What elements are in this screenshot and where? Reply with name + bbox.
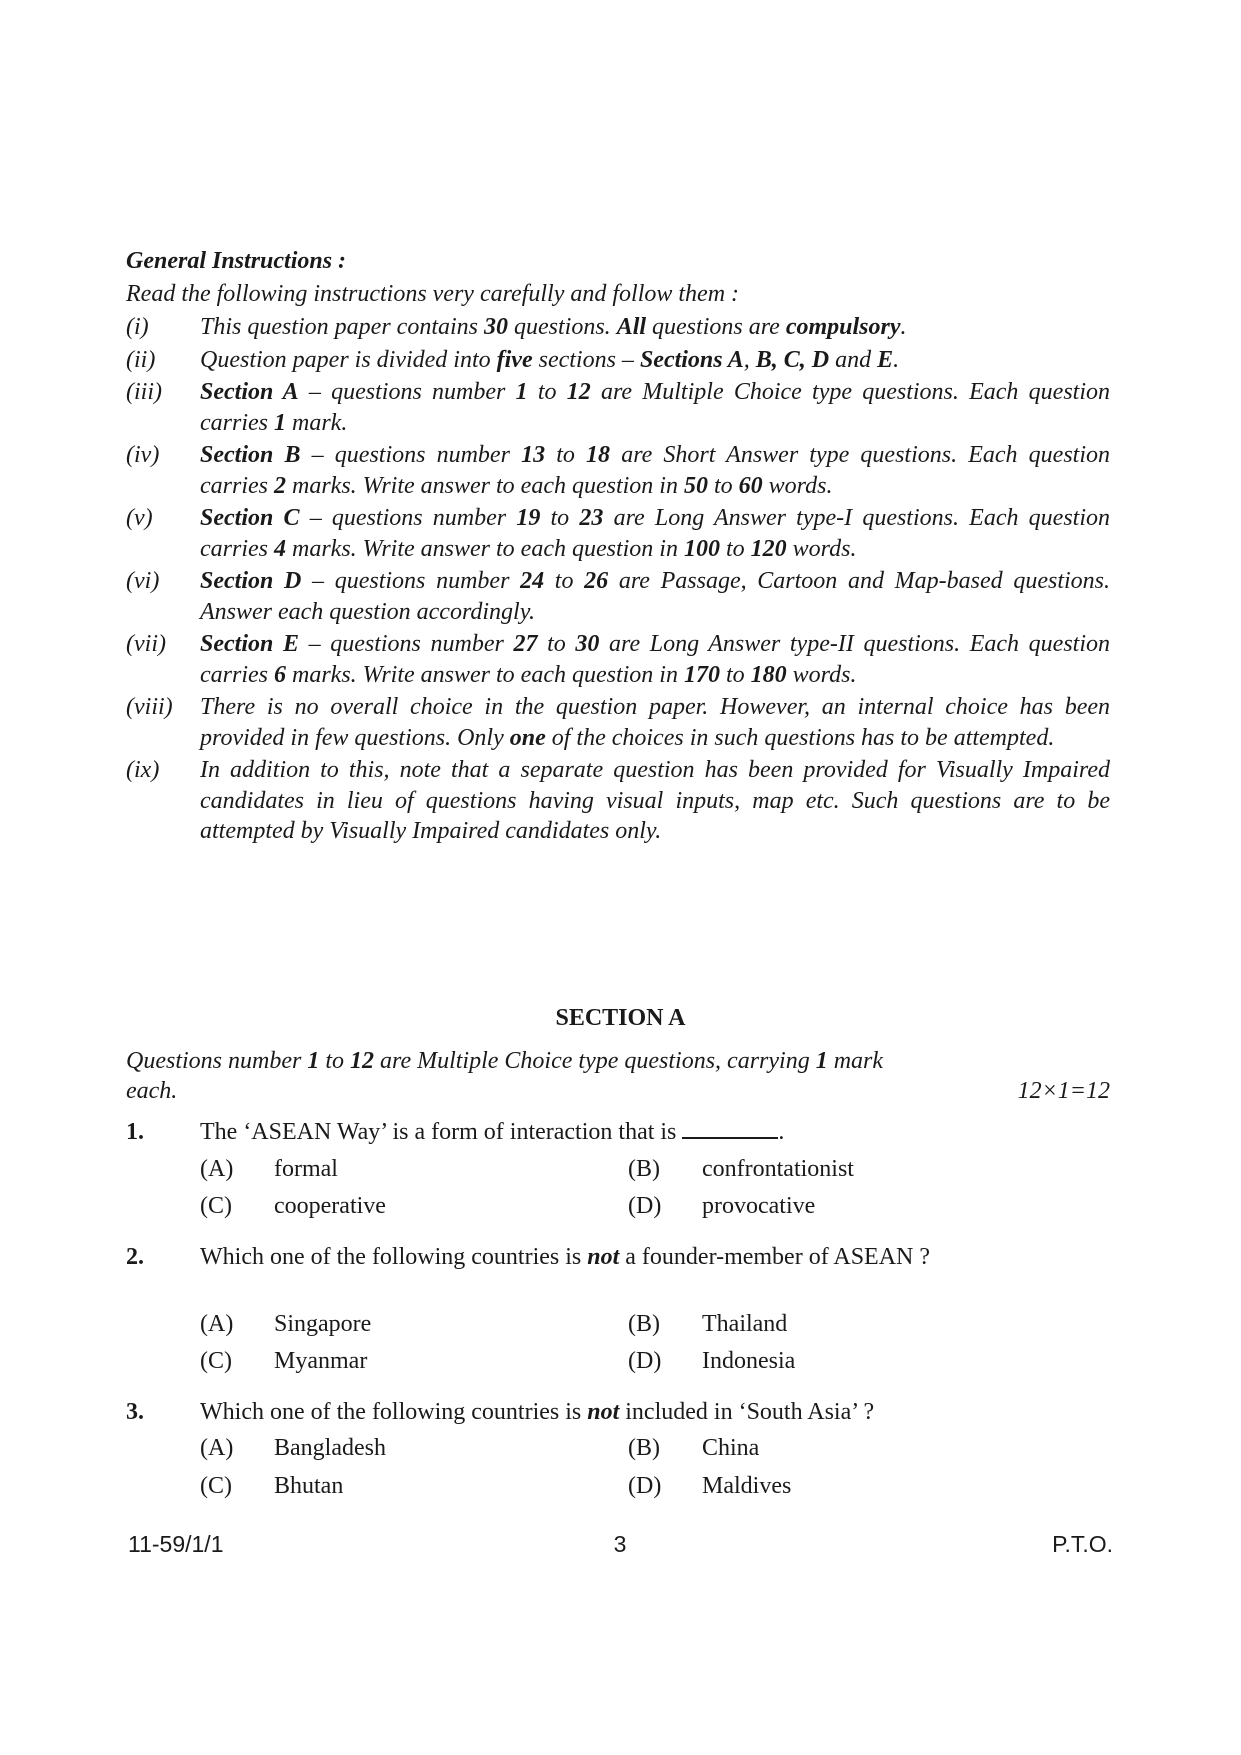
text-run: to — [719, 535, 751, 562]
option-text: provocative — [702, 1193, 816, 1219]
option-label: (A) — [200, 1435, 234, 1461]
text-run: – questions number — [301, 568, 521, 594]
text-run: are Long Answer type-II questions. Each question carries — [200, 631, 1111, 688]
instruction-number: (viii) — [126, 694, 173, 720]
instruction-text — [200, 503, 1110, 564]
emphasis-text: 1 — [274, 409, 286, 436]
option-text: Indonesia — [702, 1348, 796, 1374]
instruction-text — [200, 312, 1110, 343]
text-run: In addition to this, note that a separate question has been provided for Visually Impaired candidates in lieu of questions having visual inputs, map etc. Such questions are to be attempted by Visually Impaired candidates only. — [200, 757, 1110, 844]
text-run: and — [829, 346, 878, 373]
instruction-text — [200, 440, 1110, 501]
emphasis-text: 4 — [274, 535, 286, 562]
instruction-text — [200, 755, 1110, 847]
instruction-text — [200, 692, 1110, 753]
emphasis-text: B, C, D — [755, 346, 830, 373]
text-run: questions are — [646, 314, 786, 340]
instruction-number: (iv) — [126, 442, 160, 468]
text-run: are Multiple Choice type questions. Each question carries — [200, 379, 1110, 436]
emphasis-text: 50 — [683, 472, 708, 499]
instructions-list — [126, 312, 1110, 849]
emphasis-text: 30 — [575, 631, 600, 657]
emphasis-text: 180 — [750, 661, 787, 688]
instruction-item — [126, 566, 1110, 627]
section-a-title: SECTION A — [555, 1005, 686, 1031]
general-instructions-heading: General Instructions : — [126, 248, 347, 274]
section-a-marks-line — [126, 1076, 1110, 1106]
emphasis-text: Section C — [200, 505, 300, 531]
paper-code: 11-59/1/1 — [128, 1531, 224, 1557]
emphasis-text: not — [587, 1399, 620, 1425]
option-label: (D) — [628, 1348, 662, 1374]
text-run: to — [319, 1048, 350, 1074]
answer-blank — [682, 1117, 778, 1139]
option-text: formal — [274, 1156, 338, 1182]
option-label: (D) — [628, 1193, 662, 1219]
instruction-item — [126, 629, 1110, 690]
emphasis-text: 19 — [516, 505, 541, 531]
text-run: questions. — [508, 314, 617, 340]
text-run: . — [900, 314, 907, 340]
instruction-number: (vii) — [126, 631, 166, 657]
text-run: . — [893, 346, 900, 373]
emphasis-text: not — [587, 1244, 620, 1270]
text-run: to — [527, 379, 567, 405]
please-turn-over: P.T.O. — [1052, 1531, 1113, 1557]
option-text: cooperative — [274, 1193, 386, 1219]
emphasis-text: 18 — [586, 442, 611, 468]
instruction-text — [200, 377, 1110, 438]
section-a-marks: 12×1=12 — [1017, 1078, 1110, 1104]
emphasis-text: 120 — [750, 535, 787, 562]
emphasis-text: All — [616, 314, 647, 340]
emphasis-text: 27 — [513, 631, 538, 657]
emphasis-text: E — [877, 346, 894, 373]
text-run: to — [544, 568, 585, 594]
option-label: (C) — [200, 1348, 232, 1374]
text-run: Which one of the following countries is — [200, 1399, 588, 1425]
general-instructions-intro: Read the following instructions very carefully and follow them : — [126, 281, 740, 307]
emphasis-text: 1 — [815, 1048, 828, 1074]
instruction-number: (vi) — [126, 568, 160, 594]
emphasis-text: 100 — [683, 535, 720, 562]
instruction-number: (ii) — [126, 346, 156, 373]
instruction-item — [126, 755, 1110, 847]
text-run: are Passage, Cartoon and Map-based questions. Answer each question accordingly. — [200, 568, 1110, 625]
instruction-number: (ix) — [126, 757, 160, 783]
text-run: Questions number — [126, 1048, 308, 1074]
instruction-item — [126, 345, 1110, 376]
text-run: – questions number — [298, 379, 516, 405]
emphasis-text: Section D — [200, 568, 302, 594]
text-run: a founder-member of ASEAN ? — [619, 1244, 931, 1270]
text-run: This question paper contains — [200, 314, 485, 340]
text-run: are Short Answer type questions. Each question carries — [200, 442, 1111, 499]
emphasis-text: 1 — [515, 379, 528, 405]
emphasis-text: 12 — [566, 379, 591, 405]
emphasis-text: Sections A — [639, 346, 744, 373]
text-run: – questions number — [298, 631, 514, 657]
emphasis-text: 13 — [521, 442, 546, 468]
emphasis-text: 6 — [274, 661, 286, 688]
question-text-after: . — [778, 1119, 785, 1145]
text-run: included in ‘South Asia’ ? — [619, 1399, 875, 1425]
text-run: are Long Answer type-I questions. Each question carries — [200, 505, 1111, 562]
option-text: Singapore — [274, 1311, 372, 1337]
question-text — [200, 1117, 1050, 1147]
emphasis-text: 12 — [350, 1048, 374, 1074]
emphasis-text: 2 — [274, 472, 286, 499]
question-number: 3. — [126, 1399, 144, 1425]
section-a-intro — [126, 1046, 1050, 1076]
instruction-number: (v) — [126, 505, 153, 531]
emphasis-text: Section E — [200, 631, 299, 657]
text-run: words. — [786, 535, 857, 562]
emphasis-text: 1 — [307, 1048, 320, 1074]
option-label: (B) — [628, 1156, 660, 1182]
option-text: Thailand — [702, 1311, 788, 1337]
option-text: confrontationist — [702, 1156, 854, 1182]
option-text: China — [702, 1435, 760, 1461]
page-number: 3 — [613, 1531, 627, 1557]
instruction-item — [126, 440, 1110, 501]
instruction-text — [200, 629, 1110, 690]
text-run: to — [540, 505, 580, 531]
text-run: words. — [786, 661, 857, 688]
text-run: to — [545, 442, 587, 468]
text-run: Which one of the following countries is — [200, 1244, 588, 1270]
emphasis-text: 60 — [738, 472, 763, 499]
emphasis-text: compulsory — [785, 314, 901, 340]
emphasis-text: 23 — [579, 505, 604, 531]
option-label: (C) — [200, 1473, 232, 1499]
text-run: marks. Write answer to each question in — [286, 472, 684, 499]
text-run: words. — [762, 472, 833, 499]
instruction-item — [126, 312, 1110, 343]
emphasis-text: five — [496, 346, 533, 373]
question-number: 2. — [126, 1244, 144, 1270]
instruction-item — [126, 503, 1110, 564]
emphasis-text: 24 — [520, 568, 545, 594]
emphasis-text: 26 — [584, 568, 609, 594]
instruction-text — [200, 566, 1110, 627]
option-text: Bhutan — [274, 1473, 344, 1499]
option-label: (B) — [628, 1311, 660, 1337]
emphasis-text: Section B — [200, 442, 301, 468]
emphasis-text: one — [509, 724, 546, 751]
text-run: to — [707, 472, 739, 499]
option-label: (D) — [628, 1473, 662, 1499]
instruction-text — [200, 345, 1110, 376]
question-text-before: The ‘ASEAN Way’ is a form of interaction that is — [200, 1119, 683, 1145]
question-number: 1. — [126, 1119, 144, 1145]
text-run: to — [719, 661, 751, 688]
text-run: , — [743, 346, 756, 373]
text-run: mark — [827, 1048, 884, 1074]
option-text: Myanmar — [274, 1348, 368, 1374]
section-a-intro-end: each. — [126, 1078, 178, 1104]
text-run: marks. Write answer to each question in — [286, 661, 684, 688]
text-run: marks. Write answer to each question in — [286, 535, 684, 562]
option-label: (A) — [200, 1311, 234, 1337]
instruction-number: (i) — [126, 314, 149, 340]
text-run: There is no overall choice in the question paper. However, an internal choice has been provided in few questions. Only — [200, 694, 1110, 751]
instruction-item — [126, 377, 1110, 438]
option-label: (C) — [200, 1193, 232, 1219]
option-label: (A) — [200, 1156, 234, 1182]
text-run: of the choices in such questions has to be attempted. — [545, 724, 1055, 751]
text-run: sections – — [532, 346, 640, 373]
question-text — [200, 1397, 1050, 1427]
question-text — [200, 1242, 1050, 1272]
emphasis-text: 170 — [683, 661, 720, 688]
option-text: Bangladesh — [274, 1435, 386, 1461]
text-run: Question paper is divided into — [200, 346, 497, 373]
emphasis-text: Section A — [200, 379, 299, 405]
text-run: to — [537, 631, 576, 657]
instruction-item — [126, 692, 1110, 753]
emphasis-text: 30 — [484, 314, 509, 340]
text-run: are Multiple Choice type questions, carrying — [374, 1048, 816, 1074]
text-run: – questions number — [300, 442, 522, 468]
text-run: – questions number — [299, 505, 517, 531]
instruction-number: (iii) — [126, 379, 162, 405]
text-run: mark. — [286, 409, 348, 436]
option-label: (B) — [628, 1435, 660, 1461]
option-text: Maldives — [702, 1473, 792, 1499]
